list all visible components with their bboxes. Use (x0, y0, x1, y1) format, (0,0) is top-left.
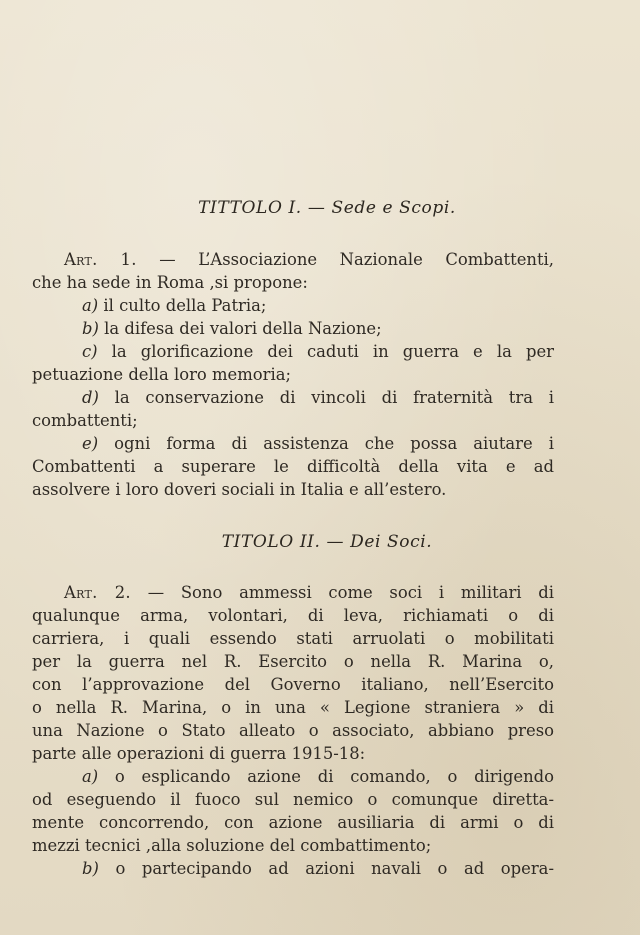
art-2-text-8: parte alle operazioni di guerra 1915-18: (32, 744, 366, 763)
art-2-line-8 (32, 743, 554, 765)
heading-1-sep: — (307, 198, 326, 218)
art-2-line-3 (32, 628, 554, 650)
heading-2-sep: — (326, 532, 345, 552)
art-2-line-1 (64, 582, 554, 604)
art-2-item-a (82, 766, 554, 788)
art-1-text-5: la glorificazione dei caduti in guerra e la per (111, 342, 554, 361)
art-1-line-6 (32, 364, 554, 386)
art-2-marker-b: b) (82, 859, 99, 878)
art-1-line-2 (32, 272, 554, 294)
art-2-text-2: qualunque arma, volontari, di leva, richiamati o di (32, 606, 554, 625)
art-2-text-10: od eseguendo il fuoco sul nemico o comunque diretta- (32, 790, 554, 809)
section-heading-2 (32, 532, 622, 552)
art-2-text-13: o partecipando ad azioni navali o ad opera- (115, 859, 554, 878)
art-1-item-a (82, 295, 554, 317)
art-1-marker-a: a) (82, 296, 99, 315)
art-1-text-3: il culto della Patria; (103, 296, 267, 315)
art-1-dash: — (159, 250, 176, 269)
art-1-marker-b: b) (82, 319, 99, 338)
art-2-line-10 (32, 789, 554, 811)
art-1-marker-e: e) (82, 434, 99, 453)
heading-1-label: TITTOLO I. (198, 198, 302, 218)
heading-2-label: TITOLO II. (221, 532, 321, 552)
art-2-label: Art. 2. (64, 583, 131, 602)
section-heading-1 (32, 198, 622, 218)
art-2-text-1: Sono ammessi come soci i militari di (180, 583, 555, 602)
art-1-text-6: petuazione della loro memoria; (32, 365, 292, 384)
art-1-item-b (82, 318, 554, 340)
art-1-text-9: ogni forma di assistenza che possa aiutare i (114, 434, 554, 453)
art-1-text-8: combattenti; (32, 411, 138, 430)
art-2-text-7: una Nazione o Stato alleato o associato, abbiano preso (32, 721, 554, 740)
art-2-marker-a: a) (82, 767, 99, 786)
art-2-text-3: carriera, i quali essendo stati arruolati o mobilitati (32, 629, 554, 648)
art-1-text-7: la conservazione di vincoli di fraternità tra i (114, 388, 554, 407)
art-2-text-11: mente concorrendo, con azione ausiliaria di armi o di (32, 813, 554, 832)
art-1-label: Art. 1. (64, 250, 137, 269)
heading-2-subtitle: Dei Soci. (350, 532, 433, 552)
art-1-line-10 (32, 456, 554, 478)
art-2-text-6: o nella R. Marina, o in una « Legione straniera » di (32, 698, 554, 717)
art-2-line-11 (32, 812, 554, 834)
art-2-text-9: o esplicando azione di comando, o dirigendo (114, 767, 554, 786)
art-1-item-e (82, 433, 554, 455)
art-2-item-b (82, 858, 554, 880)
art-1-marker-c: c) (82, 342, 98, 361)
art-2-line-2 (32, 605, 554, 627)
art-1-line-1 (64, 249, 554, 271)
art-1-text-11: assolvere i loro doveri sociali in Italia e all’estero. (32, 480, 447, 499)
heading-1-subtitle: Sede e Scopi. (331, 198, 456, 218)
art-1-text-1: L’Associazione Nazionale Combattenti, (198, 250, 555, 269)
art-1-line-11 (32, 479, 554, 501)
art-2-line-12 (32, 835, 554, 857)
art-1-text-2: che ha sede in Roma ,si propone: (32, 273, 308, 292)
art-2-line-7 (32, 720, 554, 742)
art-1-line-8 (32, 410, 554, 432)
art-1-item-c (82, 341, 554, 363)
art-2-text-4: per la guerra nel R. Esercito o nella R. Marina o, (32, 652, 554, 671)
art-1-text-4: la difesa dei valori della Nazione; (104, 319, 382, 338)
art-2-text-5: con l’approvazione del Governo italiano, nell’Esercito (32, 675, 554, 694)
art-1-marker-d: d) (82, 388, 99, 407)
art-1-text-10: Combattenti a superare le difficoltà della vita e ad (32, 457, 554, 476)
art-1-item-d (82, 387, 554, 409)
art-2-line-5 (32, 674, 554, 696)
art-2-text-12: mezzi tecnici ,alla soluzione del combattimento; (32, 836, 432, 855)
art-2-dash: — (147, 583, 165, 602)
art-2-line-6 (32, 697, 554, 719)
art-2-line-4 (32, 651, 554, 673)
